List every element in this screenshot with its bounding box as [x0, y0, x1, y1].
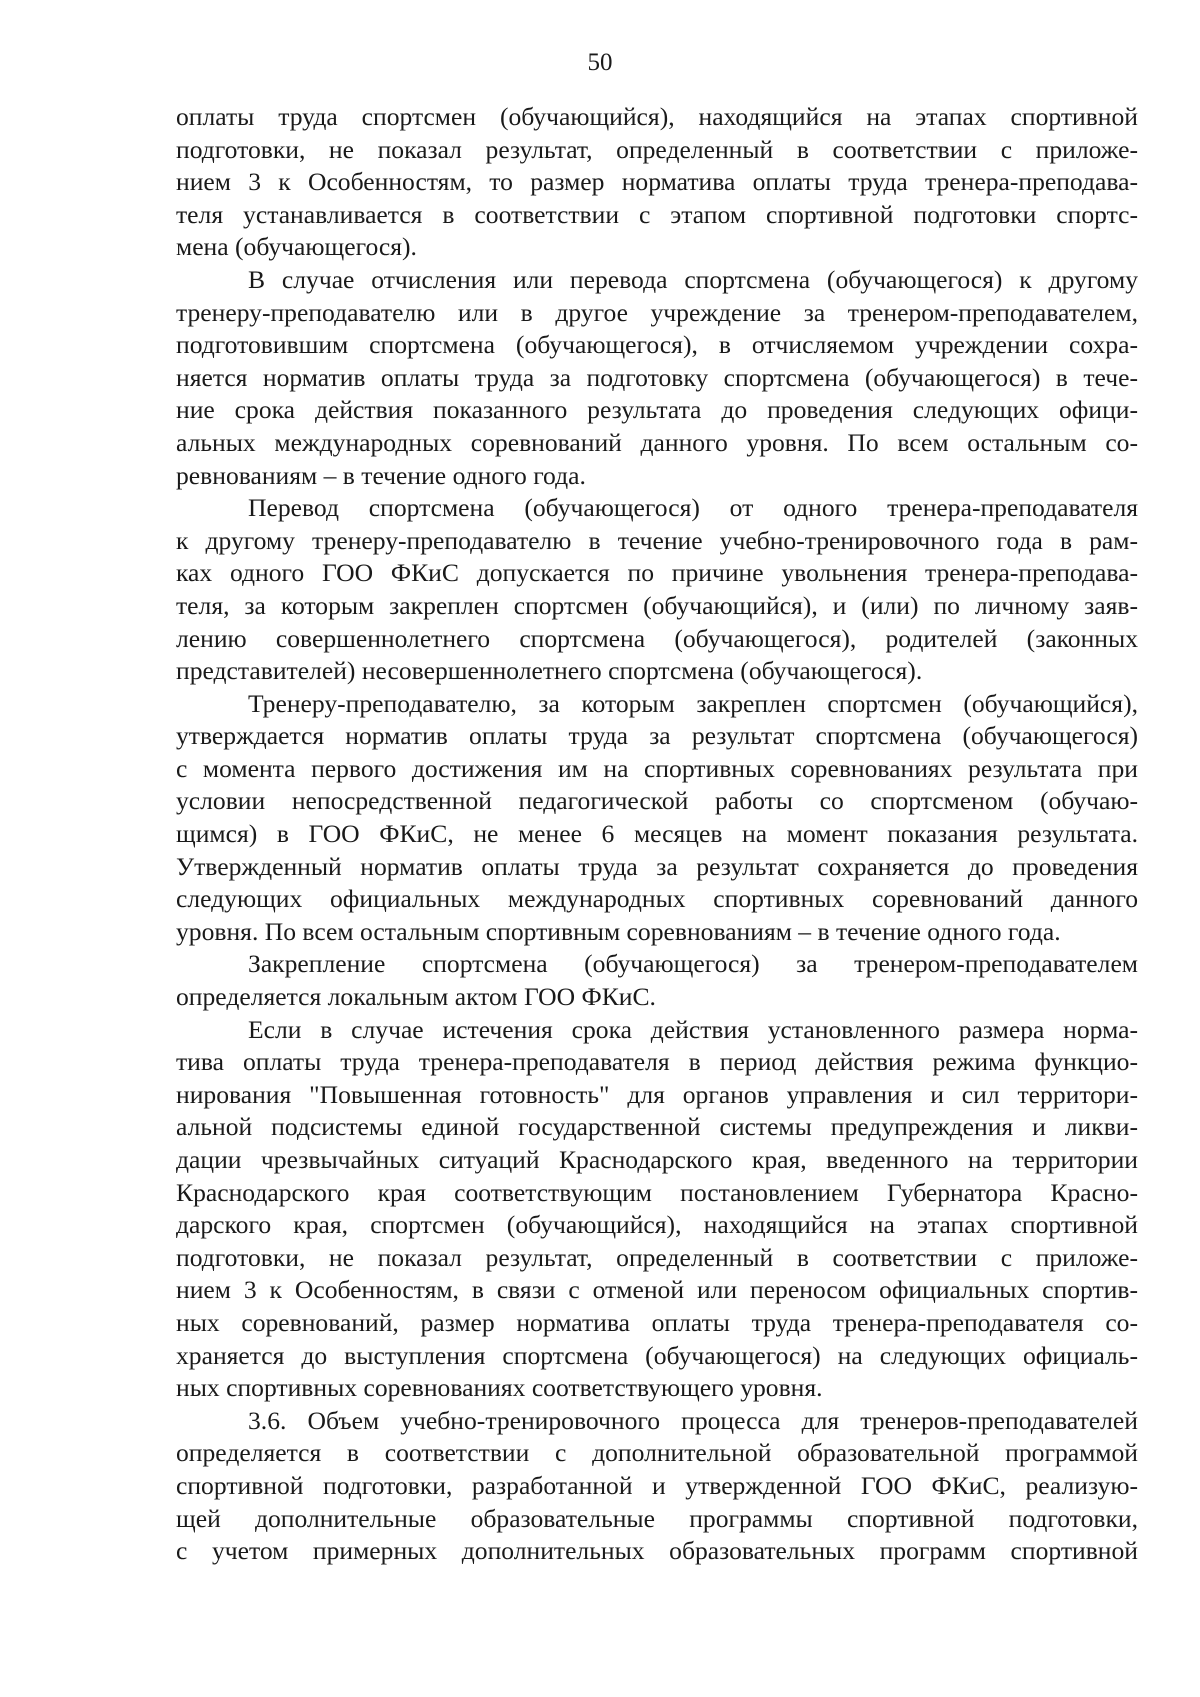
text-line: нием 3 к Особенностям, в связи с отменой или переносом официальных спортив-	[176, 1275, 1138, 1305]
text-line: к другому тренеру-преподавателю в течение учебно-тренировочного года в рам-	[176, 525, 1138, 555]
text-line: тренеру-преподавателю или в другое учреждение за тренером-преподавателем,	[176, 297, 1138, 327]
text-line: с момента первого достижения им на спортивных соревнованиях результата при	[176, 753, 1138, 783]
text-line: нирования "Повышенная готовность" для органов управления и сил территори-	[176, 1079, 1138, 1109]
text-line: ние срока действия показанного результата до проведения следующих офици-	[176, 395, 1138, 425]
paragraph	[176, 264, 1138, 492]
text-line: теля устанавливается в соответствии с этапом спортивной подготовки спортс-	[176, 199, 1138, 229]
text-line: условии непосредственной педагогической работы со спортсменом (обучаю-	[176, 786, 1138, 816]
paragraph	[176, 688, 1138, 949]
text-line: с учетом примерных дополнительных образовательных программ спортивной	[176, 1536, 1138, 1566]
text-line: дарского края, спортсмен (обучающийся), находящийся на этапах спортивной	[176, 1210, 1138, 1240]
document-body	[176, 101, 1138, 1568]
text-line: определяется локальным актом ГОО ФКиС.	[176, 982, 656, 1012]
text-line: Перевод спортсмена (обучающегося) от одного тренера-преподавателя	[248, 493, 1138, 523]
text-line: определяется в соответствии с дополнительной образовательной программой	[176, 1438, 1138, 1468]
text-line: подготовки, не показал результат, определенный в соответствии с приложе-	[176, 134, 1138, 164]
text-line: няется норматив оплаты труда за подготовку спортсмена (обучающегося) в тече-	[176, 362, 1138, 392]
text-line: Если в случае истечения срока действия установленного размера норма-	[248, 1014, 1138, 1044]
paragraph	[176, 101, 1138, 264]
text-line: оплаты труда спортсмен (обучающийся), находящийся на этапах спортивной	[176, 102, 1138, 131]
text-line: подготовки, не показал результат, определенный в соответствии с приложе-	[176, 1242, 1138, 1272]
text-line: следующих официальных международных спортивных соревнований данного	[176, 884, 1138, 914]
text-line: теля, за которым закреплен спортсмен (обучающийся), и (или) по личному заяв-	[176, 590, 1138, 620]
text-line: подготовившим спортсмена (обучающегося), в отчисляемом учреждении сохра-	[176, 330, 1138, 360]
text-line: мена (обучающегося).	[176, 232, 417, 262]
text-line: ных спортивных соревнованиях соответствующего уровня.	[176, 1373, 823, 1403]
paragraph	[176, 948, 1138, 1013]
text-line: Тренеру-преподавателю, за которым закреплен спортсмен (обучающийся),	[248, 688, 1138, 718]
text-line: ках одного ГОО ФКиС допускается по причине увольнения тренера-преподава-	[176, 558, 1138, 588]
text-line: 3.6. Объем учебно-тренировочного процесса для тренеров-преподавателей	[248, 1405, 1138, 1435]
text-line: В случае отчисления или перевода спортсмена (обучающегося) к другому	[248, 264, 1138, 294]
text-line: лению совершеннолетнего спортсмена (обучающегося), родителей (законных	[176, 623, 1138, 653]
text-line: храняется до выступления спортсмена (обучающегося) на следующих официаль-	[176, 1340, 1138, 1370]
paragraph	[176, 1405, 1138, 1568]
text-line: Краснодарского края соответствующим постановлением Губернатора Красно-	[176, 1177, 1138, 1207]
text-line: тива оплаты труда тренера-преподавателя в период действия режима функцио-	[176, 1047, 1138, 1077]
text-line: нием 3 к Особенностям, то размер норматива оплаты труда тренера-преподава-	[176, 167, 1138, 197]
text-line: спортивной подготовки, разработанной и утвержденной ГОО ФКиС, реализую-	[176, 1470, 1138, 1500]
text-line: альных международных соревнований данного уровня. По всем остальным со-	[176, 427, 1138, 457]
paragraph	[176, 1014, 1138, 1405]
text-line: Утвержденный норматив оплаты труда за результат сохраняется до проведения	[176, 851, 1138, 881]
text-line: утверждается норматив оплаты труда за результат спортсмена (обучающегося)	[176, 721, 1138, 751]
paragraph	[176, 492, 1138, 688]
text-line: уровня. По всем остальным спортивным соревнованиям – в течение одного года.	[176, 916, 1061, 946]
text-line: представителей) несовершеннолетнего спортсмена (обучающегося).	[176, 656, 923, 686]
text-line: дации чрезвычайных ситуаций Краснодарского края, введенного на территории	[176, 1145, 1138, 1174]
page-number: 50	[587, 49, 613, 76]
text-line: ревнованиям – в течение одного года.	[176, 460, 586, 490]
text-line: ных соревнований, размер норматива оплаты труда тренера-преподавателя со-	[176, 1307, 1138, 1337]
text-line: альной подсистемы единой государственной системы предупреждения и ликви-	[176, 1112, 1138, 1142]
text-line: щимся) в ГОО ФКиС, не менее 6 месяцев на момент показания результата.	[176, 819, 1138, 849]
text-line: Закрепление спортсмена (обучающегося) за тренером-преподавателем	[248, 949, 1138, 979]
text-line: щей дополнительные образовательные программы спортивной подготовки,	[176, 1503, 1138, 1533]
